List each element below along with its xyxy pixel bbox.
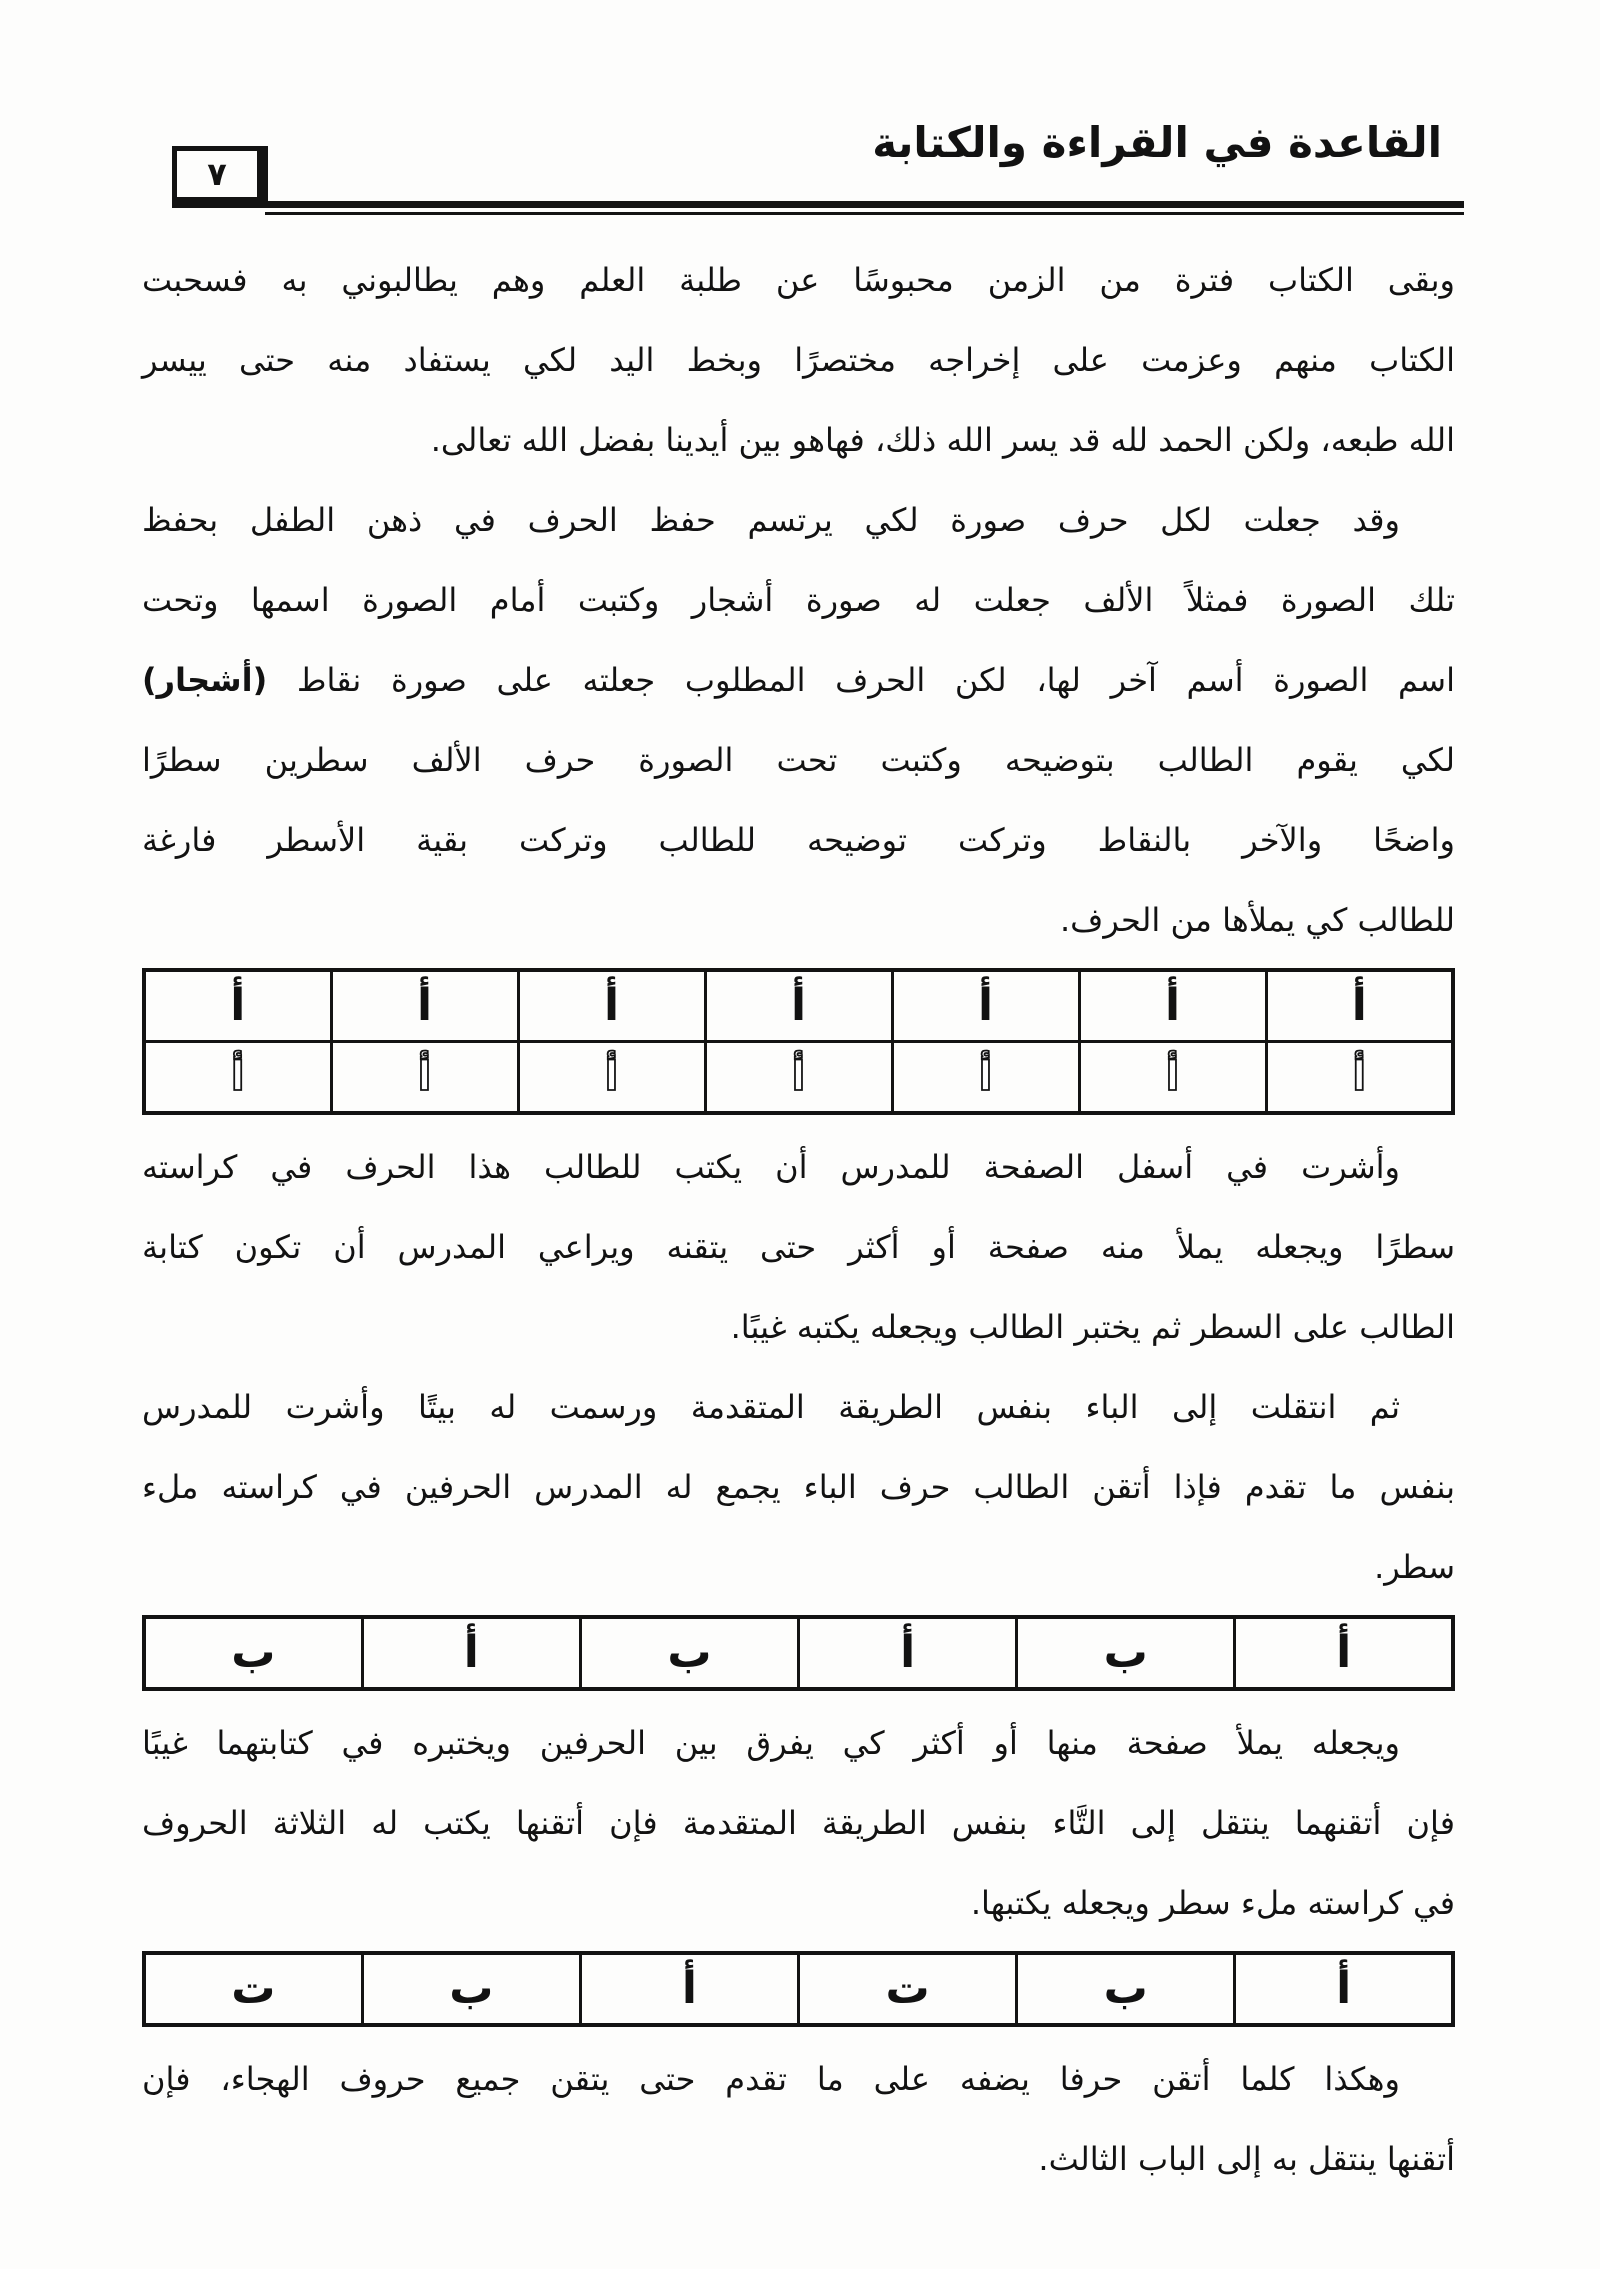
- text-line: الكتاب منهم وعزمت على إخراجه مختصرًا وبخط اليد لكي يستفاد منه حتى ييسر: [142, 341, 1455, 379]
- table-cell: أ: [1266, 970, 1453, 1042]
- paragraph-5: [142, 1703, 1455, 1943]
- paragraph-1: [142, 240, 1455, 480]
- text-line: في كراسته ملء سطر ويجعله يكتبها.: [970, 1884, 1455, 1922]
- text-line: وبقى الكتاب فترة من الزمن محبوسًا عن طلبة العلم وهم يطالبوني به فسحبت: [142, 261, 1455, 299]
- table-row-solid: [144, 970, 1453, 1042]
- table-cell-outline: أ: [331, 1042, 518, 1114]
- text-line: الطالب على السطر ثم يختبر الطالب ويجعله يكتبه غيبًا.: [730, 1308, 1455, 1346]
- table-cell: ب: [580, 1617, 798, 1689]
- table-cell-outline: أ: [705, 1042, 892, 1114]
- paragraph-2: [142, 480, 1455, 960]
- table-cell: أ: [518, 970, 705, 1042]
- alef-ba-ta-practice-table: [142, 1951, 1455, 2027]
- text-line: فإن أتقنهما ينتقل إلى التَّاء بنفس الطريقة المتقدمة فإن أتقنها يكتب له الثلاثة الحروف: [142, 1804, 1455, 1842]
- paragraph-6: [142, 2039, 1455, 2199]
- paragraph-4: [142, 1367, 1455, 1607]
- table-cell-outline: أ: [892, 1042, 1079, 1114]
- text-line: وهكذا كلما أتقن حرفا يضفه على ما تقدم حتى يتقن جميع حروف الهجاء، فإن: [142, 2060, 1400, 2098]
- table-cell: أ: [331, 970, 518, 1042]
- text-line: واضحًا والآخر بالنقاط وتركت توضيحه للطالب وتركت بقية الأسطر فارغة: [142, 821, 1455, 859]
- text-line: ويجعله يملأ صفحة منها أو أكثر كي يفرق بين الحرفين ويختبره في كتابتهما غيبًا: [142, 1724, 1400, 1762]
- table-cell: ب: [144, 1617, 362, 1689]
- table-cell: ت: [799, 1953, 1017, 2025]
- text-segment: اسم الصورة أسم آخر لها، لكن الحرف المطلوب جعلته على صورة نقاط: [267, 661, 1455, 699]
- table-cell: ب: [362, 1953, 580, 2025]
- header-rule: [265, 201, 1464, 215]
- text-line: وأشرت في أسفل الصفحة للمدرس أن يكتب للطالب هذا الحرف في كراسته: [142, 1148, 1400, 1186]
- table-cell: ب: [1017, 1617, 1235, 1689]
- alef-tracing-practice-table: [142, 968, 1455, 1115]
- text-line: بنفس ما تقدم فإذا أتقن الطالب حرف الباء يجمع له المدرس الحرفين في كراسته ملء: [142, 1468, 1455, 1506]
- table-cell: أ: [362, 1617, 580, 1689]
- table-cell: أ: [705, 970, 892, 1042]
- table-cell: أ: [144, 970, 331, 1042]
- table-cell: أ: [1235, 1617, 1453, 1689]
- page-number-box: [172, 146, 268, 208]
- paragraph-3: [142, 1127, 1455, 1367]
- table-cell-outline: أ: [144, 1042, 331, 1114]
- table-cell-outline: أ: [1079, 1042, 1266, 1114]
- text-line: لكي يقوم الطالب بتوضيحه وكتبت تحت الصورة حرف الألف سطرين سطرًا: [142, 741, 1455, 779]
- table-row-outline: [144, 1042, 1453, 1114]
- text-line: سطرًا ويجعله يملأ منه صفحة أو أكثر حتى يتقنه ويراعي المدرس أن تكون كتابة: [142, 1228, 1455, 1266]
- text-line: وقد جعلت لكل حرف صورة لكي يرتسم حفظ الحرف في ذهن الطفل بحفظ: [142, 501, 1400, 539]
- text-line: الله طبعه، ولكن الحمد لله قد يسر الله ذلك، فهاهو بين أيدينا بفضل الله تعالى.: [430, 421, 1455, 459]
- table-cell: أ: [799, 1617, 1017, 1689]
- table-row-solid: [144, 1617, 1453, 1689]
- table-row-solid: [144, 1953, 1453, 2025]
- page-title: القاعدة في القراءة والكتابة: [872, 118, 1442, 167]
- text-line: أتقنها ينتقل به إلى الباب الثالث.: [1038, 2140, 1455, 2178]
- alef-ba-practice-table: [142, 1615, 1455, 1691]
- text-line: تلك الصورة فمثلاً الألف جعلت له صورة أشجار وكتبت أمام الصورة اسمها وتحت: [142, 581, 1455, 619]
- table-cell: ب: [1017, 1953, 1235, 2025]
- text-line: [142, 640, 1455, 720]
- table-cell: ت: [144, 1953, 362, 2025]
- bold-word-ashjar: (أشجار): [142, 661, 268, 699]
- table-cell-outline: أ: [1266, 1042, 1453, 1114]
- text-line: للطالب كي يملأها من الحرف.: [1059, 901, 1455, 939]
- table-cell: أ: [892, 970, 1079, 1042]
- table-cell-outline: أ: [518, 1042, 705, 1114]
- text-line: ثم انتقلت إلى الباء بنفس الطريقة المتقدمة ورسمت له بيتًا وأشرت للمدرس: [142, 1388, 1400, 1426]
- page-number: ٧: [207, 155, 227, 193]
- text-line: سطر.: [1374, 1548, 1455, 1586]
- page-body: [142, 240, 1455, 2199]
- table-cell: أ: [1235, 1953, 1453, 2025]
- table-cell: أ: [1079, 970, 1266, 1042]
- table-cell: أ: [580, 1953, 798, 2025]
